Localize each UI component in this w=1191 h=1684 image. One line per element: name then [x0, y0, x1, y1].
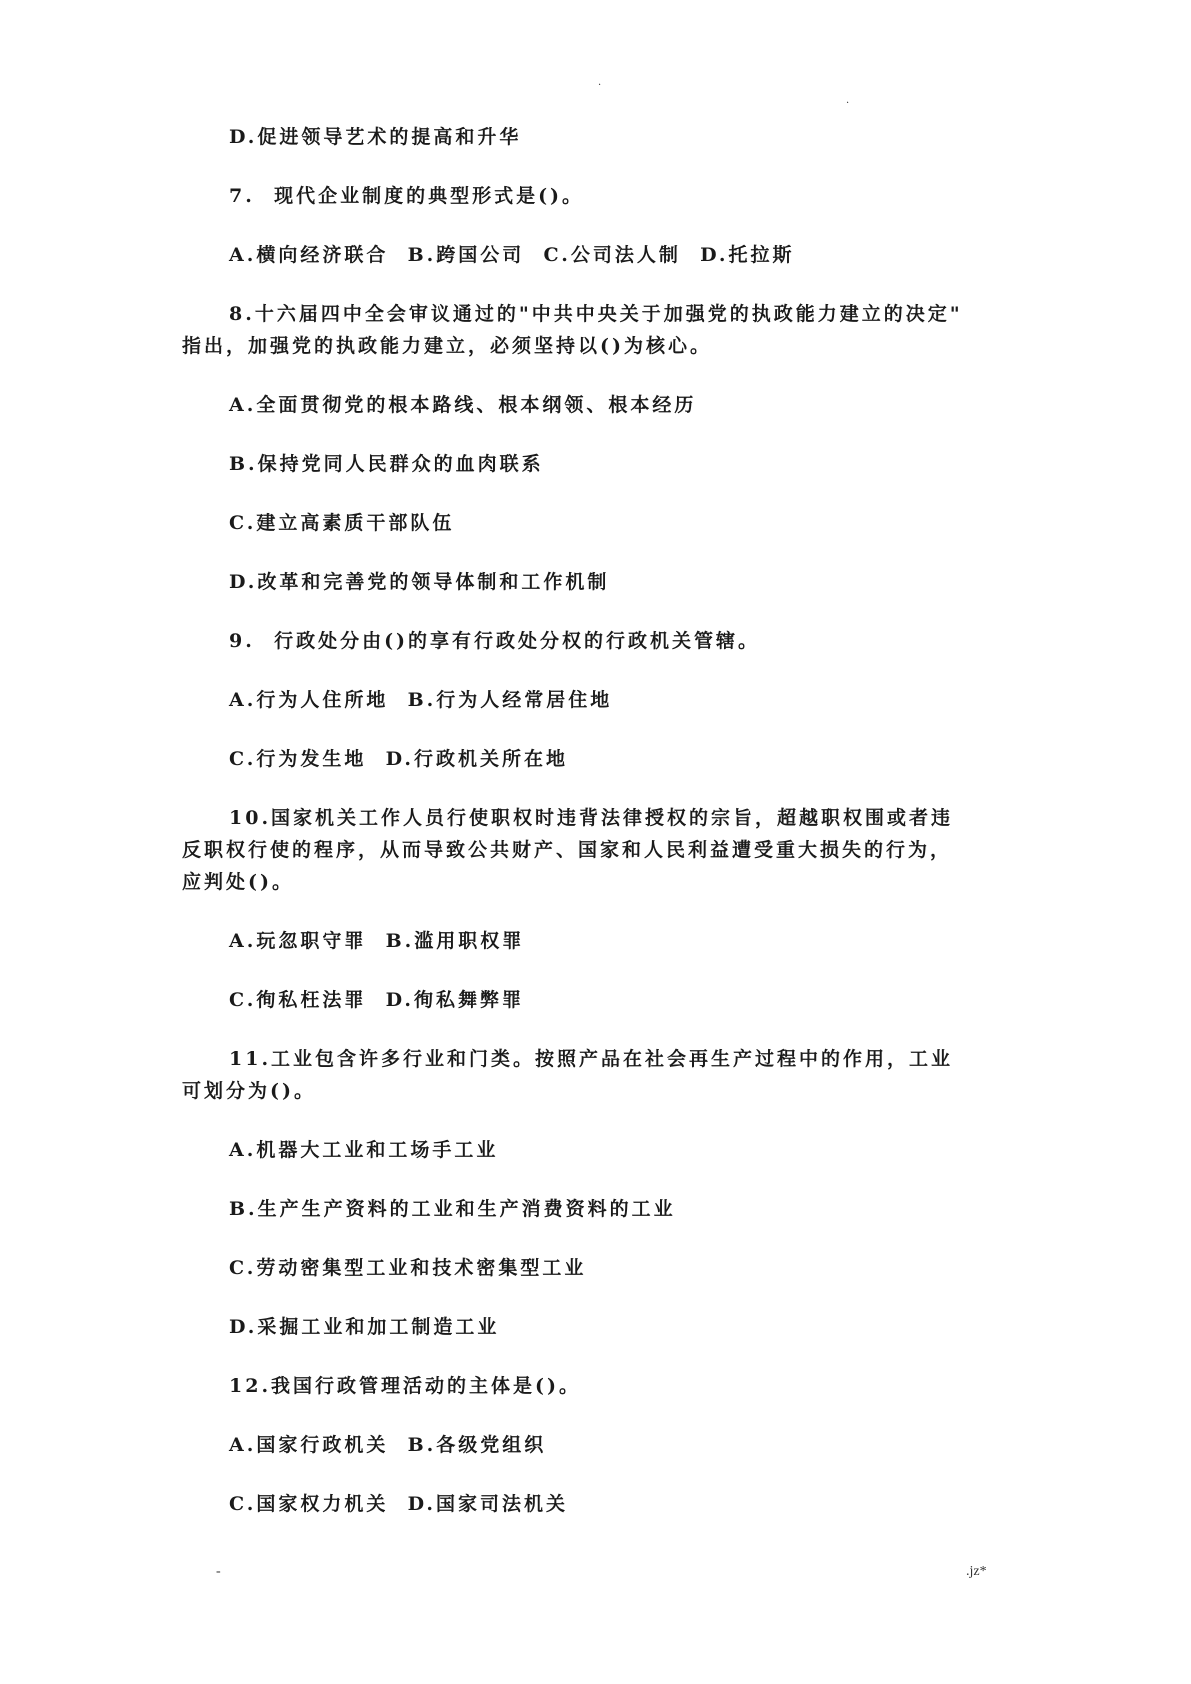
text-line: A.全面贯彻党的根本路线、根本纲领、根本经历	[229, 394, 697, 416]
paragraph	[182, 448, 1022, 480]
paragraph	[182, 743, 1022, 775]
text-line: B.保持党同人民群众的血肉联系	[229, 453, 544, 475]
paragraph	[182, 1043, 1022, 1107]
text-line: 8.十六届四中全会审议通过的"中共中央关于加强党的执政能力建立的决定"	[229, 303, 963, 325]
footer-left-mark: -	[216, 1564, 221, 1579]
paragraph	[182, 984, 1022, 1016]
text-line: 10.国家机关工作人员行使职权时违背法律授权的宗旨，超越职权围或者违	[229, 807, 954, 829]
text-line: A.国家行政机关 B.各级党组织	[229, 1434, 547, 1456]
text-line: C.劳动密集型工业和技术密集型工业	[229, 1257, 587, 1279]
text-line: 应判处()。	[182, 871, 294, 893]
paragraph	[182, 1370, 1022, 1402]
text-line: D.采掘工业和加工制造工业	[229, 1316, 500, 1338]
paragraph	[182, 389, 1022, 421]
text-line: D.促进领导艺术的提高和升华	[229, 126, 522, 148]
paragraph	[182, 298, 1022, 362]
text-line: 7. 现代企业制度的典型形式是()。	[229, 185, 585, 207]
header-dot-right: .	[846, 95, 850, 106]
text-line: D.改革和完善党的领导体制和工作机制	[229, 571, 610, 593]
paragraph	[182, 1134, 1022, 1166]
paragraph	[182, 625, 1022, 657]
text-line: C.行为发生地 D.行政机关所在地	[229, 748, 569, 770]
paragraph	[182, 566, 1022, 598]
text-line: C.徇私枉法罪 D.徇私舞弊罪	[229, 989, 525, 1011]
text-line: A.玩忽职守罪 B.滥用职权罪	[229, 930, 525, 952]
paragraph	[182, 925, 1022, 957]
footer-right-mark: .jz*	[966, 1564, 987, 1579]
text-line: 可划分为()。	[182, 1080, 316, 1102]
text-line: C.建立高素质干部队伍	[229, 512, 455, 534]
paragraph	[182, 802, 1022, 898]
paragraph	[182, 180, 1022, 212]
paragraph	[182, 1429, 1022, 1461]
text-line: 反职权行使的程序，从而导致公共财产、国家和人民利益遭受重大损失的行为，	[182, 839, 953, 861]
document-body	[182, 121, 1022, 1547]
text-line: A.横向经济联合 B.跨国公司 C.公司法人制 D.托拉斯	[229, 244, 795, 266]
text-line: 12.我国行政管理活动的主体是()。	[229, 1375, 582, 1397]
header-dot-left: .	[598, 77, 602, 88]
paragraph	[182, 1193, 1022, 1225]
text-line: C.国家权力机关 D.国家司法机关	[229, 1493, 569, 1515]
paragraph	[182, 121, 1022, 153]
paragraph	[182, 1488, 1022, 1520]
paragraph	[182, 684, 1022, 716]
text-line: A.行为人住所地 B.行为人经常居住地	[229, 689, 613, 711]
text-line: 11.工业包含许多行业和门类。按照产品在社会再生产过程中的作用，工业	[229, 1048, 954, 1070]
paragraph	[182, 1252, 1022, 1284]
text-line: 指出，加强党的执政能力建立，必须坚持以()为核心。	[182, 335, 712, 357]
paragraph	[182, 239, 1022, 271]
text-line: B.生产生产资料的工业和生产消费资料的工业	[229, 1198, 676, 1220]
text-line: A.机器大工业和工场手工业	[229, 1139, 499, 1161]
paragraph	[182, 1311, 1022, 1343]
paragraph	[182, 507, 1022, 539]
text-line: 9. 行政处分由()的享有行政处分权的行政机关管辖。	[229, 630, 761, 652]
